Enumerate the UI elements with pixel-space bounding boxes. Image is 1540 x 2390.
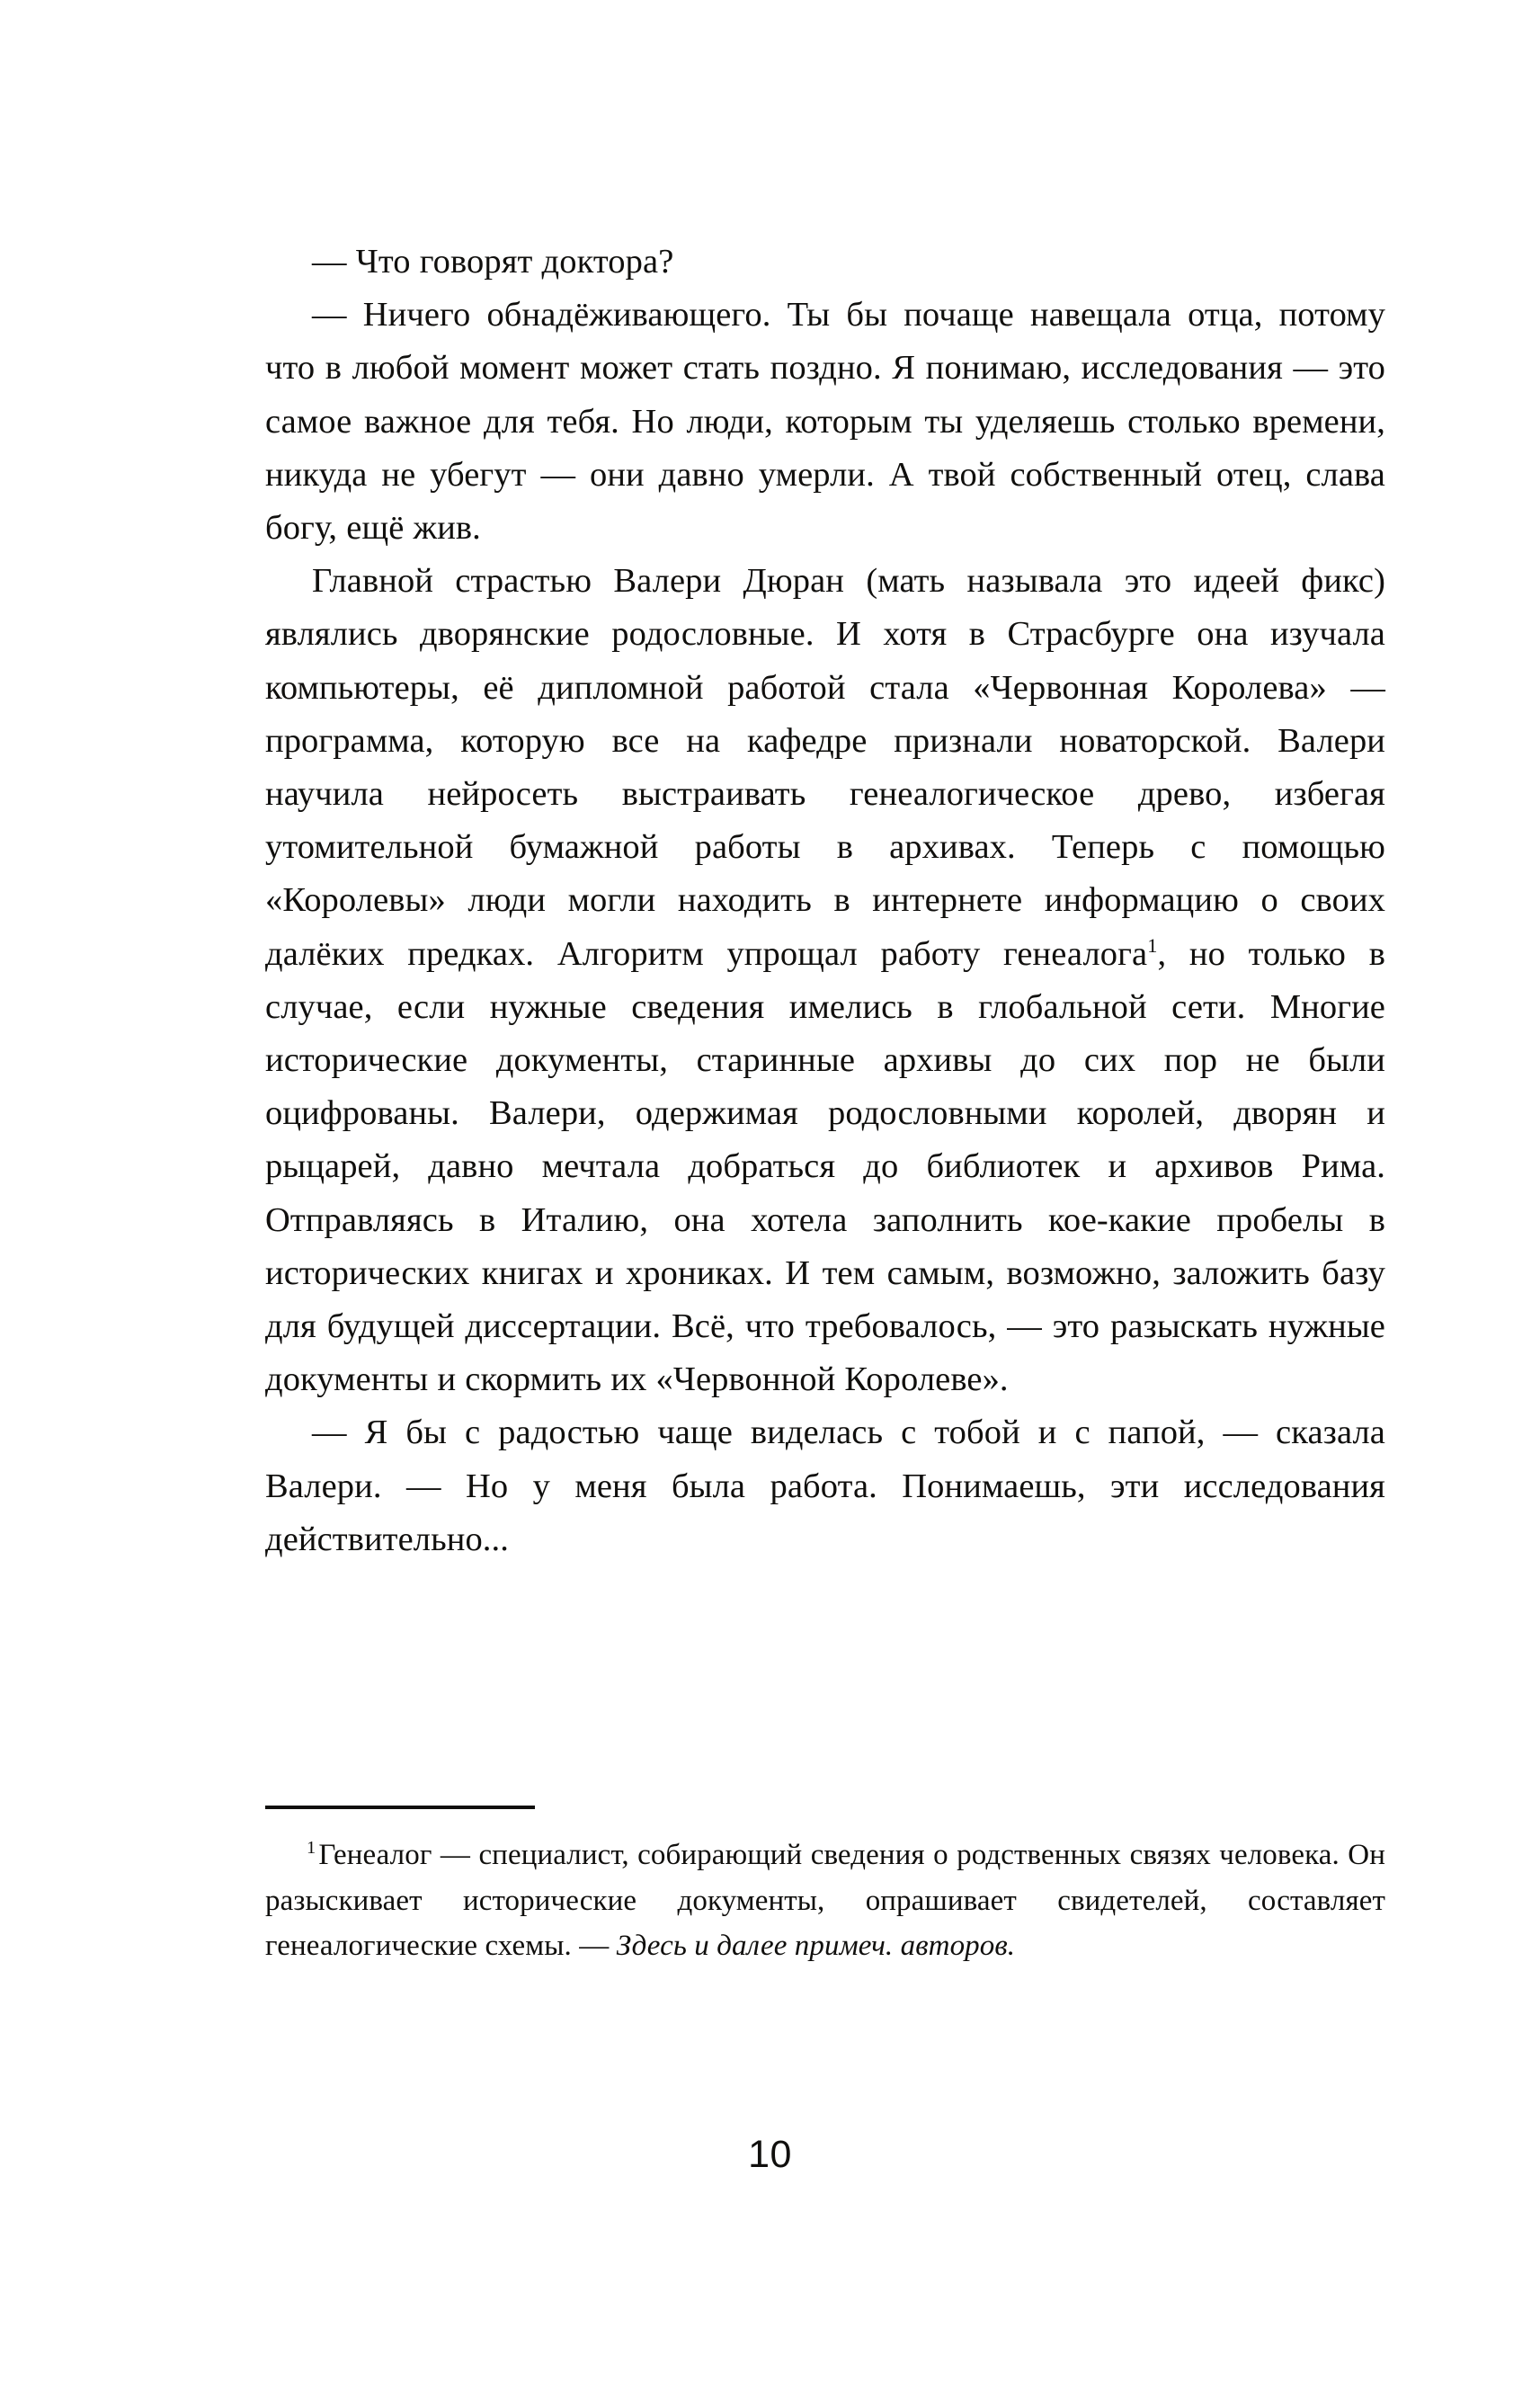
footnote-area	[265, 1806, 1385, 1969]
footnote-text-italic: Здесь и далее примеч. авторов.	[616, 1930, 1016, 1962]
paragraph-dialogue-3: — Я бы с радостью чаще виделась с тобой и с папой, — сказала Валери. — Но у меня была работа. Понимаешь, эти исследования действительно...	[265, 1413, 1385, 1558]
footnote-number: 1	[307, 1838, 316, 1858]
paragraph-dialogue-2: — Ничего обнадёживающего. Ты бы почаще навещала отца, потому что в любой момент может стать поздно. Я понимаю, исследования — это самое важное для тебя. Но люди, которым ты уделяешь столько времени, никуда не убегут — они давно умерли. А твой собственный отец, слава богу, ещё жив.	[265, 296, 1385, 548]
footnote-text-roman: Генеалог — специалист, собирающий сведения о родственных связях человека. Он разыскивает исторические документы, опрашивает свидетелей, составляет генеалогические схемы. —	[265, 1839, 1385, 1962]
narration-text-after-footnote-marker: , но только в случае, если нужные сведения имелись в глобальной сети. Многие исторические документы, старинные архивы до сих пор не были оцифрованы. Валери, одержимая родословными королей, дворян и рыцарей, давно мечтала добраться до библиотек и архивов Рима. Отправляясь в Италию, она хотела заполнить кое-какие пробелы в исторических книгах и хрониках. И тем самым, возможно, заложить базу для будущей диссертации. Всё, что требовалось, — это разыскать нужные документы и скормить их «Червонной Королеве».	[265, 934, 1385, 1399]
narration-text-before-footnote-marker: Главной страстью Валери Дюран (мать называла это идеей фикс) являлись дворянские родословные. И хотя в Страсбурге она изучала компьютеры, её дипломной работой стала «Червонная Королева» — программа, которую все на кафедре признали новаторской. Валери научила нейросеть выстраивать генеалогическое древо, избегая утомительной бумажной работы в архивах. Теперь с помощью «Королевы» люди могли находить в интернете информацию о своих далёких предках. Алгоритм упрощал работу генеалога	[265, 562, 1385, 973]
footnote-reference-marker[interactable]: 1	[1147, 933, 1158, 957]
footnote-separator-rule	[265, 1806, 535, 1809]
body-text-column	[265, 236, 1385, 1566]
page-number: 10	[748, 2133, 792, 2176]
paragraph-dialogue-1: — Что говорят доктора?	[312, 243, 674, 281]
paragraph-narration-1	[265, 555, 1385, 1406]
footnote-entry	[265, 1833, 1385, 1969]
